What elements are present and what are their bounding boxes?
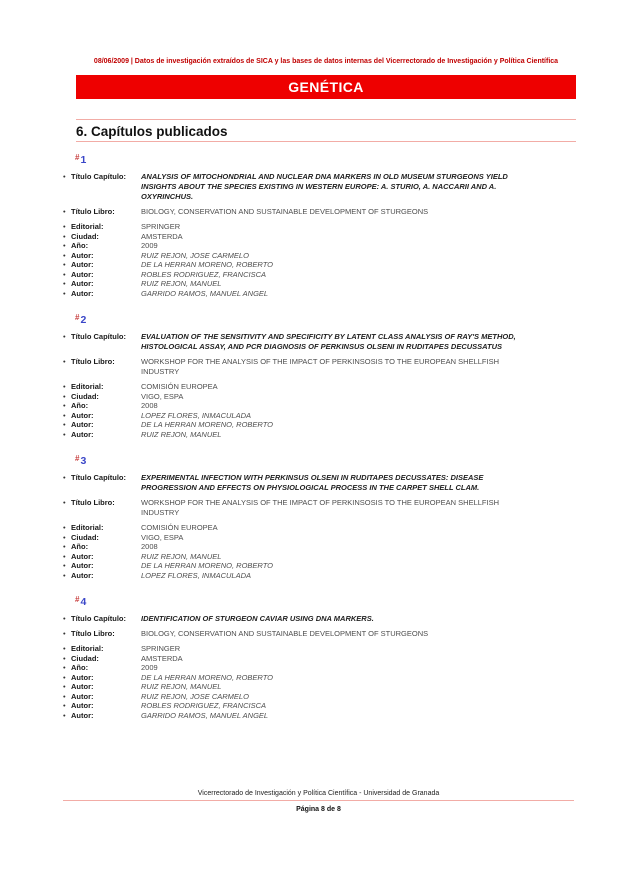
field-row-anio: [63, 542, 576, 552]
bullet-icon: •: [63, 207, 66, 216]
entry-number: [75, 150, 576, 168]
field-row-titulo-libro: [63, 207, 576, 217]
bullet-icon: •: [63, 269, 66, 279]
field-row-autor: [63, 251, 576, 261]
bullet-icon: •: [63, 629, 66, 638]
field-label: Autor:: [71, 570, 94, 580]
field-row-titulo-libro: [63, 498, 576, 518]
author-value: RUIZ REJON, MANUEL: [141, 682, 222, 691]
author-value: ROBLES RODRIGUEZ, FRANCISCA: [141, 269, 267, 279]
entry-number: [75, 310, 576, 328]
bullet-icon: •: [63, 682, 66, 691]
bullet-icon: •: [63, 410, 66, 420]
field-row-autor: [63, 682, 576, 692]
field-row-autor: [63, 289, 576, 299]
bullet-icon: •: [63, 710, 66, 720]
book-title-value: BIOLOGY, CONSERVATION AND SUSTAINABLE DEVELOPMENT OF STURGEONS: [141, 207, 429, 216]
bullet-icon: •: [63, 551, 66, 561]
author-value: RUIZ REJON, MANUEL: [141, 279, 222, 288]
field-label: Autor:: [71, 410, 94, 420]
author-value: DE LA HERRAN MORENO, ROBERTO: [141, 420, 273, 429]
field-label: Año:: [71, 663, 89, 672]
field-label: Ciudad:: [71, 653, 99, 663]
field-label: Editorial:: [71, 644, 104, 653]
field-label: Título Capítulo:: [71, 614, 126, 623]
page-header: [76, 57, 576, 99]
field-label: Autor:: [71, 429, 94, 439]
field-row-editorial: [63, 222, 576, 232]
book-title-value: WORKSHOP FOR THE ANALYSIS OF THE IMPACT OF PERKINSOSIS TO THE EUROPEAN SHELLFISH INDUSTRY: [141, 357, 499, 376]
bullet-icon: •: [63, 532, 66, 542]
bullet-icon: •: [63, 332, 66, 341]
bullet-icon: •: [63, 672, 66, 682]
hash-icon: #: [75, 454, 80, 463]
bullet-icon: •: [63, 653, 66, 663]
bullet-icon: •: [63, 231, 66, 241]
field-row-autor: [63, 552, 576, 562]
field-label: Título Libro:: [71, 498, 115, 507]
author-value: LOPEZ FLORES, INMACULADA: [141, 570, 252, 580]
bullet-icon: •: [63, 429, 66, 439]
field-row-autor: [63, 260, 576, 270]
city-value: AMSTERDA: [141, 231, 183, 241]
entry-block: [63, 473, 576, 580]
field-row-ciudad: [63, 232, 576, 242]
author-value: LOPEZ FLORES, INMACULADA: [141, 410, 252, 420]
field-label: Título Capítulo:: [71, 473, 126, 482]
field-row-autor: [63, 561, 576, 571]
city-value: AMSTERDA: [141, 653, 183, 663]
bullet-icon: •: [63, 250, 66, 260]
publisher-value: COMISIÓN EUROPEA: [141, 523, 218, 532]
field-row-autor: [63, 571, 576, 581]
field-row-anio: [63, 241, 576, 251]
chapter-title-value: ANALYSIS OF MITOCHONDRIAL AND NUCLEAR DNA MARKERS IN OLD MUSEUM STURGEONS YIELD INSIGHTS ABOUT THE SPECIES EXISTING IN WESTERN EUROPE: A. STURIO, A. NACCARII AND A. OXYRINCHUS.: [141, 172, 508, 201]
entry-block: [63, 614, 576, 720]
author-value: DE LA HERRAN MORENO, ROBERTO: [141, 561, 273, 570]
author-value: GARRIDO RAMOS, MANUEL ANGEL: [141, 710, 269, 720]
author-value: DE LA HERRAN MORENO, ROBERTO: [141, 672, 273, 682]
field-label: Autor:: [71, 269, 94, 279]
chapter-title-value: EVALUATION OF THE SENSITIVITY AND SPECIFICITY BY LATENT CLASS ANALYSIS OF RAY'S METHOD, HISTOLOGICAL ASSAY, AND PCR DIAGNOSIS OF PERKINSUS OLSENI IN RUDITAPES DECUSSATUS: [141, 332, 516, 351]
book-title-value: BIOLOGY, CONSERVATION AND SUSTAINABLE DEVELOPMENT OF STURGEONS: [141, 629, 429, 638]
field-row-titulo-capitulo: [63, 614, 576, 624]
bullet-icon: •: [63, 241, 66, 250]
entry-number-value: 2: [80, 314, 87, 326]
city-value: VIGO, ESPA: [141, 391, 184, 401]
city-value: VIGO, ESPA: [141, 532, 184, 542]
field-label: Título Libro:: [71, 357, 115, 366]
footer-divider: [63, 800, 574, 801]
bullet-icon: •: [63, 701, 66, 710]
banner-title: GENÉTICA: [288, 79, 364, 95]
field-label: Año:: [71, 401, 89, 410]
bullet-icon: •: [63, 473, 66, 482]
bullet-icon: •: [63, 222, 66, 231]
field-label: Título Capítulo:: [71, 332, 126, 341]
bullet-icon: •: [63, 401, 66, 410]
field-label: Autor:: [71, 288, 94, 298]
entry-block: [63, 332, 576, 439]
field-row-titulo-capitulo: [63, 332, 576, 352]
entry-number: [75, 592, 576, 610]
field-row-autor: [63, 673, 576, 683]
field-label: Autor:: [71, 691, 94, 701]
field-label: Año:: [71, 241, 89, 250]
author-value: RUIZ REJON, MANUEL: [141, 429, 222, 439]
field-row-autor: [63, 420, 576, 430]
bullet-icon: •: [63, 644, 66, 653]
year-value: 2009: [141, 241, 158, 250]
field-label: Editorial:: [71, 222, 104, 231]
book-title-value: WORKSHOP FOR THE ANALYSIS OF THE IMPACT OF PERKINSOSIS TO THE EUROPEAN SHELLFISH INDUSTRY: [141, 498, 499, 517]
hash-icon: #: [75, 313, 80, 322]
field-row-titulo-libro: [63, 629, 576, 639]
header-meta-line: 08/06/2009 | Datos de investigación extraídos de SICA y las bases de datos internas del Vicerrectorado de Investigación y Política Científica: [93, 58, 559, 65]
field-row-anio: [63, 663, 576, 673]
author-value: RUIZ REJON, MANUEL: [141, 551, 222, 561]
field-row-autor: [63, 430, 576, 440]
page-footer: [63, 789, 574, 813]
chapter-title-value: IDENTIFICATION OF STURGEON CAVIAR USING DNA MARKERS.: [141, 614, 374, 623]
entry-number-value: 1: [80, 154, 87, 166]
field-row-ciudad: [63, 392, 576, 402]
field-label: Año:: [71, 542, 89, 551]
field-label: Editorial:: [71, 382, 104, 391]
field-row-titulo-capitulo: [63, 172, 576, 202]
bullet-icon: •: [63, 542, 66, 551]
author-value: RUIZ REJON, JOSE CARMELO: [141, 250, 249, 260]
hash-icon: #: [75, 153, 80, 162]
publisher-value: SPRINGER: [141, 644, 181, 653]
bullet-icon: •: [63, 357, 66, 366]
publisher-value: COMISIÓN EUROPEA: [141, 382, 218, 391]
entry-block: [63, 172, 576, 298]
field-label: Título Libro:: [71, 629, 115, 638]
bullet-icon: •: [63, 260, 66, 269]
chapter-title-value: EXPERIMENTAL INFECTION WITH PERKINSUS OLSENI IN RUDITAPES DECUSSATES: DISEASE PROGRESSION AND EFFECTS ON PHYSIOLOGICAL PROCESS IN THE CARPET SHELL CLAM.: [141, 473, 484, 492]
field-label: Autor:: [71, 260, 94, 269]
field-row-titulo-capitulo: [63, 473, 576, 493]
entry-number: [75, 451, 576, 469]
field-row-ciudad: [63, 654, 576, 664]
bullet-icon: •: [63, 691, 66, 701]
bullet-icon: •: [63, 561, 66, 570]
bullet-icon: •: [63, 172, 66, 181]
field-label: Autor:: [71, 279, 94, 288]
field-label: Ciudad:: [71, 391, 99, 401]
genetics-banner: [76, 75, 576, 99]
bullet-icon: •: [63, 570, 66, 580]
field-row-autor: [63, 411, 576, 421]
field-label: Autor:: [71, 420, 94, 429]
field-label: Editorial:: [71, 523, 104, 532]
author-value: RUIZ REJON, JOSE CARMELO: [141, 691, 249, 701]
field-row-editorial: [63, 382, 576, 392]
footer-institution-line: Vicerrectorado de Investigación y Política Científica - Universidad de Granada: [197, 790, 440, 797]
field-label: Autor:: [71, 682, 94, 691]
bullet-icon: •: [63, 614, 66, 623]
field-label: Título Libro:: [71, 207, 115, 216]
hash-icon: #: [75, 595, 80, 604]
year-value: 2009: [141, 663, 158, 672]
field-row-anio: [63, 401, 576, 411]
page-number-indicator: Página 8 de 8: [296, 806, 341, 813]
field-label: Ciudad:: [71, 532, 99, 542]
bullet-icon: •: [63, 382, 66, 391]
field-row-editorial: [63, 644, 576, 654]
author-value: DE LA HERRAN MORENO, ROBERTO: [141, 260, 273, 269]
field-row-autor: [63, 701, 576, 711]
field-row-autor: [63, 270, 576, 280]
bullet-icon: •: [63, 279, 66, 288]
field-label: Autor:: [71, 250, 94, 260]
bullet-icon: •: [63, 523, 66, 532]
field-label: Autor:: [71, 701, 94, 710]
field-label: Ciudad:: [71, 231, 99, 241]
bullet-icon: •: [63, 288, 66, 298]
field-row-titulo-libro: [63, 357, 576, 377]
field-row-editorial: [63, 523, 576, 533]
field-label: Autor:: [71, 561, 94, 570]
author-value: ROBLES RODRIGUEZ, FRANCISCA: [141, 701, 267, 710]
bullet-icon: •: [63, 663, 66, 672]
year-value: 2008: [141, 542, 158, 551]
field-row-autor: [63, 279, 576, 289]
field-row-autor: [63, 711, 576, 721]
section-title: 6. Capítulos publicados: [76, 119, 576, 142]
author-value: GARRIDO RAMOS, MANUEL ANGEL: [141, 288, 269, 298]
document-page: [63, 0, 576, 720]
chapter-entries-list: [63, 150, 576, 720]
publisher-value: SPRINGER: [141, 222, 181, 231]
field-label: Autor:: [71, 672, 94, 682]
field-label: Autor:: [71, 710, 94, 720]
entry-number-value: 4: [80, 596, 87, 608]
field-label: Título Capítulo:: [71, 172, 126, 181]
field-row-ciudad: [63, 533, 576, 543]
bullet-icon: •: [63, 498, 66, 507]
bullet-icon: •: [63, 420, 66, 429]
field-row-autor: [63, 692, 576, 702]
field-label: Autor:: [71, 551, 94, 561]
entry-number-value: 3: [80, 455, 87, 467]
year-value: 2008: [141, 401, 158, 410]
bullet-icon: •: [63, 391, 66, 401]
